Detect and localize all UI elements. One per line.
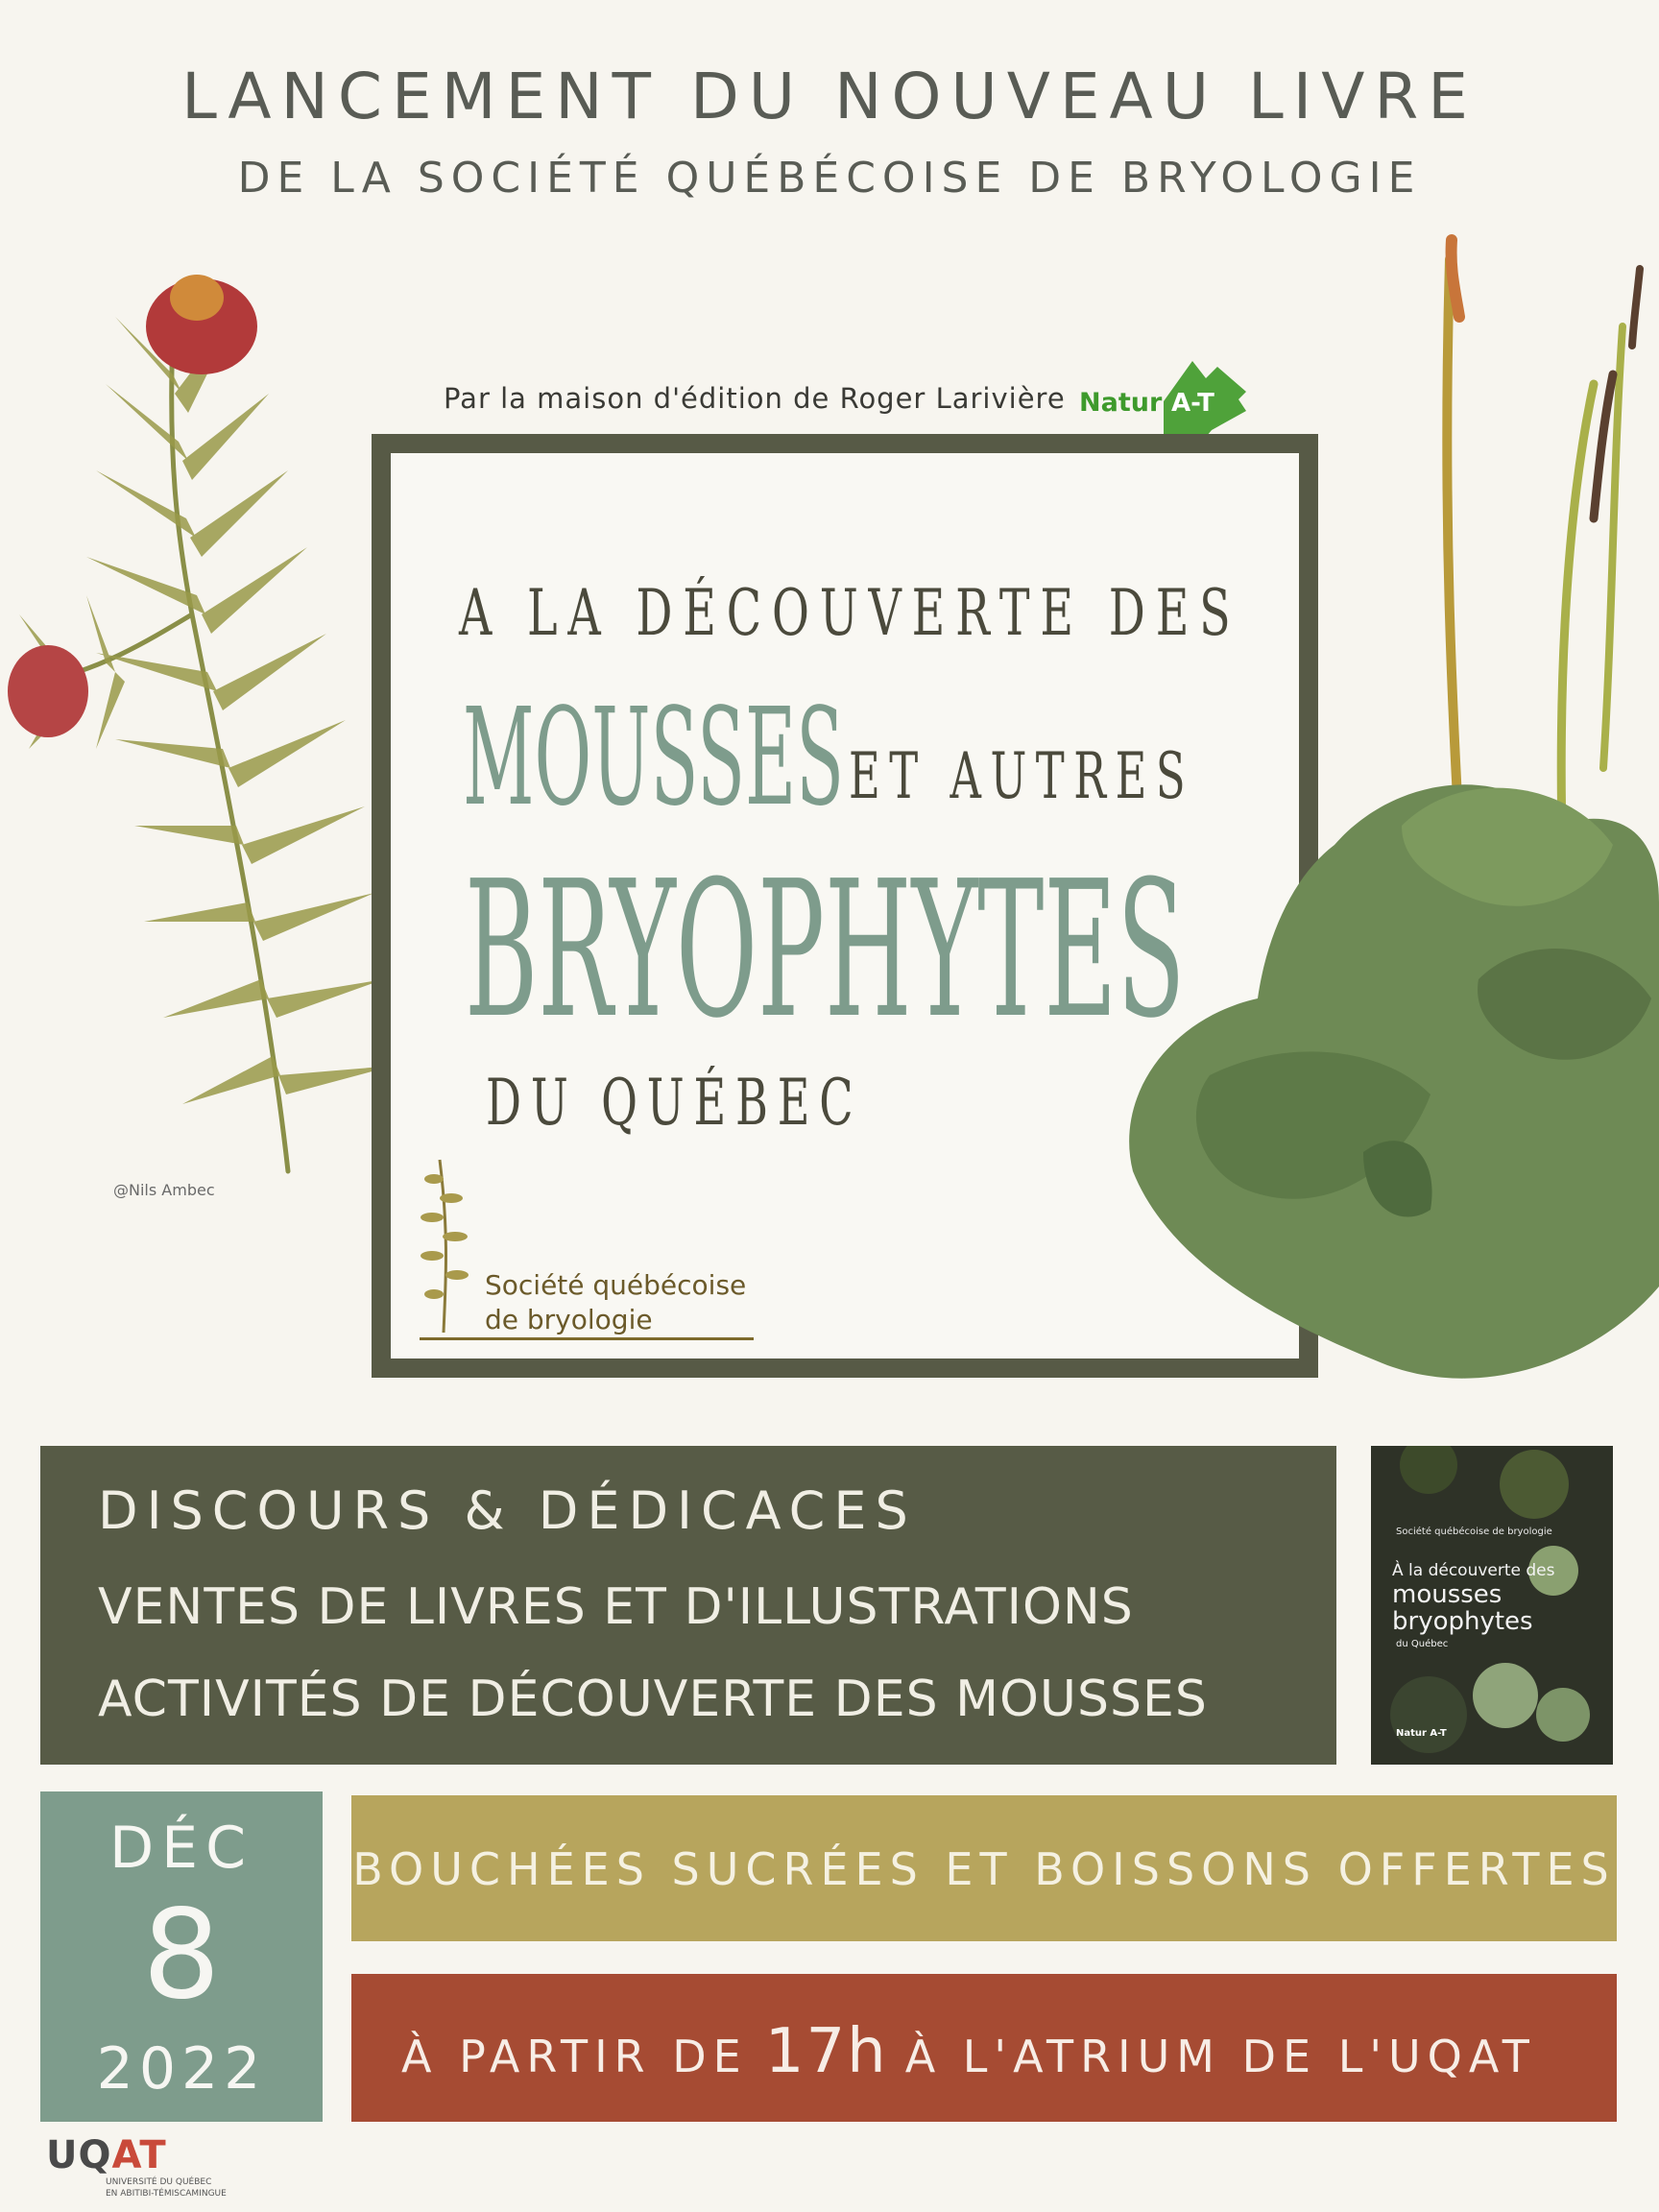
event-time: 17h <box>764 2016 888 2087</box>
society-moss-sprig-icon <box>415 1141 482 1333</box>
svg-text:Natur: Natur <box>1079 388 1163 418</box>
uqat-logo-at: AT <box>111 2133 167 2177</box>
time-place-banner <box>351 1974 1617 2122</box>
liverwort-illustration-right <box>1114 230 1659 1421</box>
society-name-line-1: Société québécoise <box>485 1269 747 1301</box>
activity-item: ACTIVITÉS DE DÉCOUVERTE DES MOUSSES <box>98 1671 1208 1728</box>
title-bryophytes: BRYOPHYTES <box>465 841 1186 1060</box>
time-prefix: À PARTIR DE <box>401 2031 748 2082</box>
title-mousses: MOUSSES <box>463 680 845 836</box>
uqat-subtitle-2: EN ABITIBI-TÉMISCAMINGUE <box>106 2189 227 2199</box>
society-underline <box>420 1337 754 1340</box>
activity-item: DISCOURS & DÉDICACES <box>98 1480 917 1541</box>
cover-title-line-4: du Québec <box>1396 1639 1449 1649</box>
publisher-line: Par la maison d'édition de Roger Larivière <box>444 382 1066 415</box>
headline: LANCEMENT DU NOUVEAU LIVRE <box>181 60 1478 133</box>
cover-series-label: Société québécoise de bryologie <box>1396 1527 1552 1537</box>
refreshments-text: BOUCHÉES SUCRÉES ET BOISSONS OFFERTES <box>352 1843 1616 1895</box>
date-block <box>40 1791 323 2122</box>
illustration-credit: @Nils Ambec <box>113 1181 215 1199</box>
cover-title-line-2: mousses <box>1392 1580 1503 1609</box>
date-month: DÉC <box>108 1815 253 1882</box>
title-et-autres: ET AUTRES <box>849 739 1195 813</box>
cover-title-line-3: bryophytes <box>1392 1607 1533 1636</box>
cover-title-line-1: À la découverte des <box>1392 1561 1555 1580</box>
subheadline: DE LA SOCIÉTÉ QUÉBÉCOISE DE BRYOLOGIE <box>237 154 1422 203</box>
uqat-logo <box>46 2133 167 2177</box>
title-line-1: A LA DÉCOUVERTE DES <box>459 576 1241 650</box>
activity-item: VENTES DE LIVRES ET D'ILLUSTRATIONS <box>98 1578 1134 1636</box>
cover-publisher-logo: Natur A-T <box>1396 1728 1447 1739</box>
book-cover-image <box>1371 1446 1613 1765</box>
society-name-line-2: de bryologie <box>485 1304 653 1335</box>
date-year: 2022 <box>96 2035 267 2103</box>
title-du-quebec: DU QUÉBEC <box>486 1066 863 1140</box>
date-day: 8 <box>142 1884 221 2027</box>
svg-text:A-T: A-T <box>1171 389 1214 418</box>
time-place-text <box>401 2016 1536 2087</box>
activities-band <box>40 1446 1336 1765</box>
uqat-subtitle-1: UNIVERSITÉ DU QUÉBEC <box>106 2177 212 2187</box>
refreshments-banner <box>351 1795 1617 1941</box>
event-location: À L'ATRIUM DE L'UQAT <box>904 2031 1536 2082</box>
uqat-logo-uq: UQ <box>46 2133 112 2177</box>
